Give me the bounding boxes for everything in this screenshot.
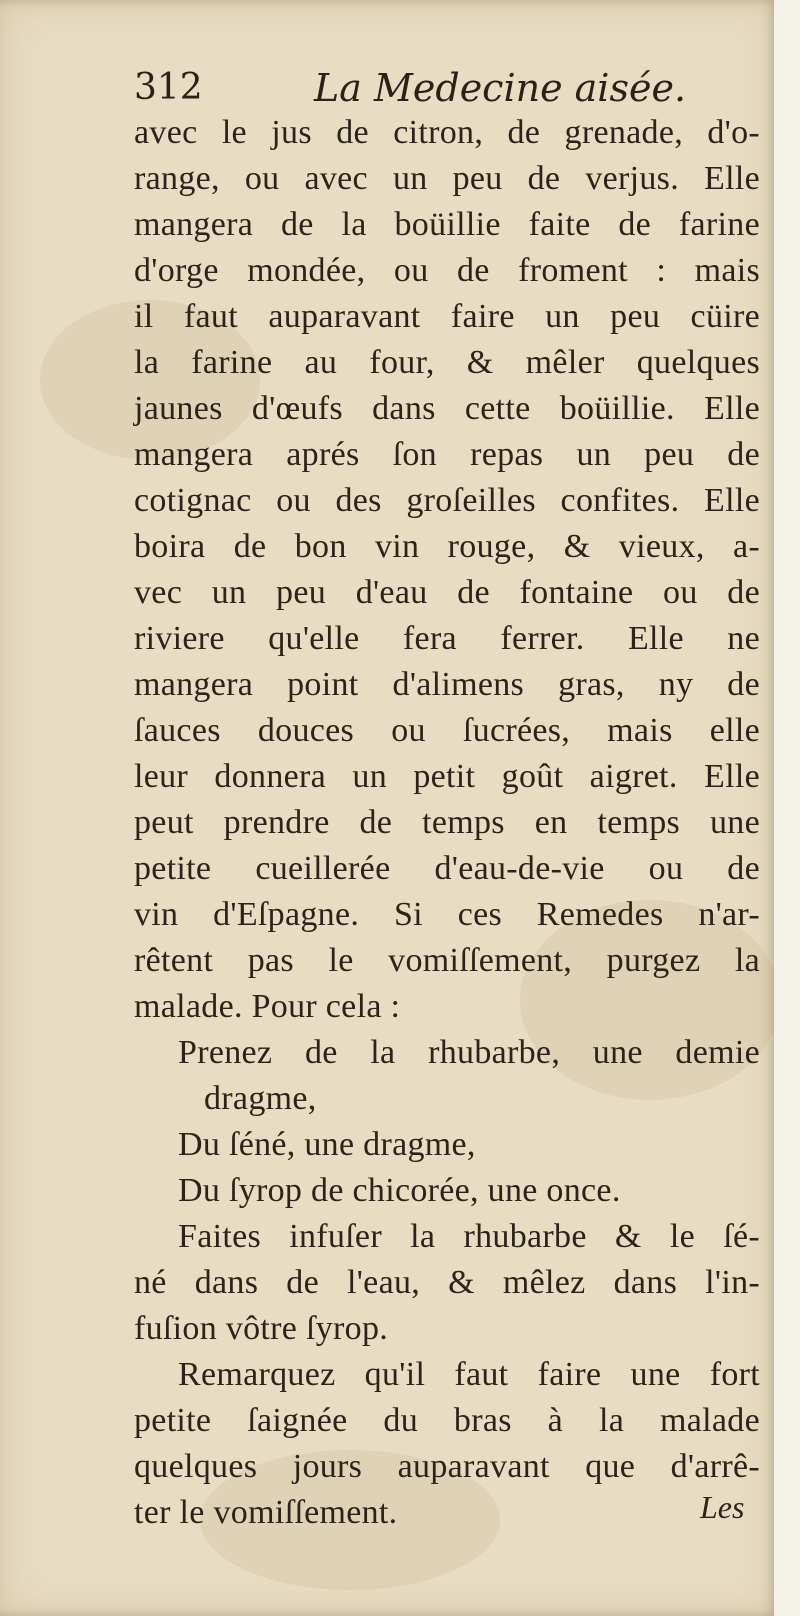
text-line: vin d'Eſpagne. Si ces Remedes n'ar- — [134, 896, 760, 933]
recipe-line: Du ſéné, une dragme, — [178, 1126, 476, 1163]
text-line: vec un peu d'eau de fontaine ou de — [134, 574, 760, 611]
text-line: ſauces douces ou ſucrées, mais elle — [134, 712, 760, 749]
recipe-line: Du ſyrop de chicorée, une once. — [178, 1172, 621, 1209]
text-line: il faut auparavant faire un peu cüire — [134, 298, 760, 335]
text-line: petite ſaignée du bras à la malade — [134, 1402, 760, 1439]
catchword: Les — [700, 1489, 745, 1525]
text-line: jaunes d'œufs dans cette boüillie. Elle — [134, 390, 760, 427]
text-line: riviere qu'elle fera ferrer. Elle ne — [134, 620, 760, 657]
scan-margin — [774, 0, 800, 1616]
text-line: la farine au four, & mêler quelques — [134, 344, 760, 381]
text-line: ter le vomiſſement. — [134, 1494, 398, 1531]
text-line: né dans de l'eau, & mêlez dans l'in- — [134, 1264, 760, 1301]
text-line: range, ou avec un peu de verjus. Elle — [134, 160, 760, 197]
text-line: peut prendre de temps en temps une — [134, 804, 760, 841]
recipe-line: dragme, — [204, 1080, 317, 1117]
running-title: La Medecine aisée. — [314, 66, 687, 110]
text-line: mangera aprés ſon repas un peu de — [134, 436, 760, 473]
text-line: d'orge mondée, ou de froment : mais — [134, 252, 760, 289]
text-line: boira de bon vin rouge, & vieux, a- — [134, 528, 760, 565]
text-line: leur donnera un petit goût aigret. Elle — [134, 758, 760, 795]
text-line: fuſion vôtre ſyrop. — [134, 1310, 389, 1347]
recipe-line: Prenez de la rhubarbe, une demie — [178, 1034, 760, 1071]
text-line: mangera de la boüillie faite de farine — [134, 206, 760, 243]
running-head — [134, 58, 694, 118]
text-line: cotignac ou des groſeilles confites. Elle — [134, 482, 760, 519]
text-line: Remarquez qu'il faut faire une fort — [178, 1356, 760, 1393]
text-line: petite cueillerée d'eau-de-vie ou de — [134, 850, 760, 887]
page-number: 312 — [134, 67, 203, 108]
text-line: rêtent pas le vomiſſement, purgez la — [134, 942, 760, 979]
text-line: mangera point d'alimens gras, ny de — [134, 666, 760, 703]
text-line: avec le jus de citron, de grenade, d'o- — [134, 114, 760, 151]
text-line: quelques jours auparavant que d'arrê- — [134, 1448, 760, 1485]
text-line: Faites infuſer la rhubarbe & le ſé- — [178, 1218, 760, 1255]
text-line: malade. Pour cela : — [134, 988, 401, 1025]
